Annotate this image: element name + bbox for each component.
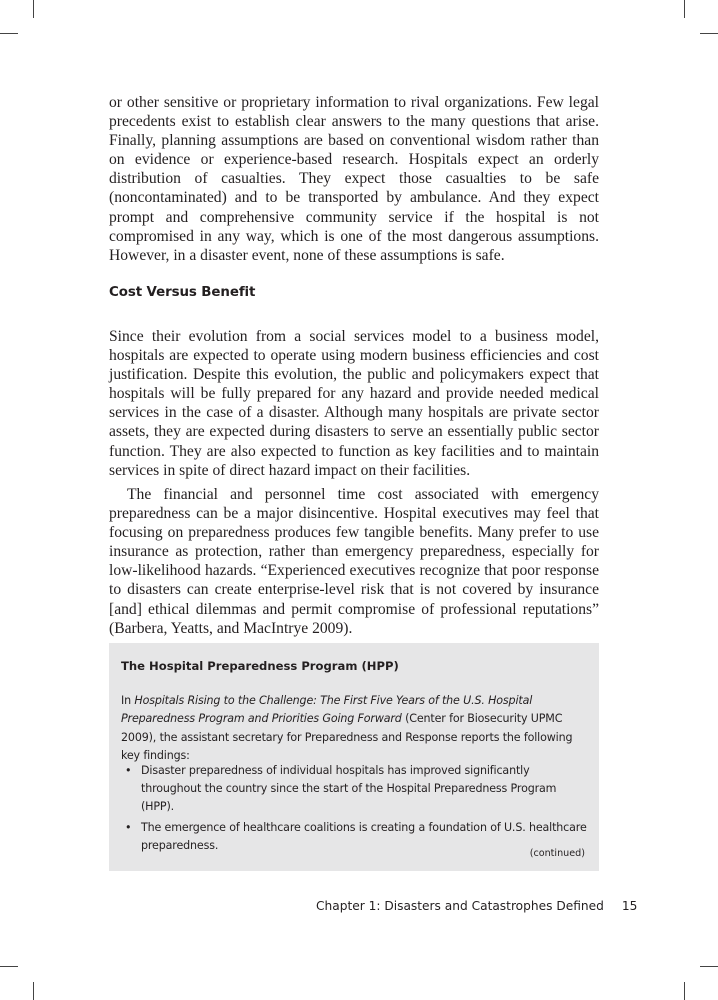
finding-text: Disaster preparedness of individual hospitals has improved significantly throughout the country since the start of the Hospital Preparedness Program (HPP). bbox=[141, 764, 557, 814]
finding-text: The emergence of healthcare coalitions is creating a foundation of U.S. healthcare preparedness. bbox=[141, 820, 587, 852]
bullet-icon: • bbox=[125, 820, 132, 834]
crop-mark bbox=[684, 982, 685, 1000]
crop-mark bbox=[0, 966, 18, 967]
page-footer bbox=[316, 899, 637, 913]
list-item bbox=[121, 762, 587, 817]
intro-text: (Center for Biosecurity UPMC 2009), the assistant secretary for Preparedness and Response reports the following key findings: bbox=[121, 712, 573, 763]
section-heading: Cost Versus Benefit bbox=[109, 285, 256, 300]
sidebar-title: The Hospital Preparedness Program (HPP) bbox=[121, 659, 399, 673]
continued-label: (continued) bbox=[529, 848, 585, 859]
page-number: 15 bbox=[621, 899, 638, 913]
body-paragraph: or other sensitive or proprietary information to rival organizations. Few legal precedents exist to establish clear answers to the many questions that arise. Finally, planning assumptions are based on conventional wisdom rather than on evidence or experience-based research. Hospitals expect an orderly distribution of casualties. They expect those casualties to be safe (noncontaminated) and to be transported by ambulance. And they expect prompt and comprehensive community service if the hospital is not compromised in any way, which is one of the most dangerous assumptions. However, in a disaster event, none of these assumptions is safe. bbox=[109, 94, 599, 264]
bullet-icon: • bbox=[125, 764, 132, 777]
body-paragraph: The financial and personnel time cost associated with emergency preparedness can be a major disincentive. Hospital executives may feel that focusing on preparedness produces few tangible benefits. Many prefer to use insurance as protection, rather than emergency preparedness, especially for low-likelihood hazards. “Experienced executives recognize that poor response to disasters can create enterprise-level risk that is not covered by insurance [and] ethical dilemmas and permit compromise of professional reputations” (Barbera, Yeatts, and MacIntrye 2009). bbox=[109, 486, 599, 637]
intro-text: In bbox=[121, 694, 135, 707]
findings-list bbox=[121, 762, 587, 857]
crop-mark bbox=[684, 0, 685, 18]
crop-mark bbox=[700, 33, 718, 34]
sidebar-intro bbox=[121, 692, 587, 766]
crop-mark bbox=[0, 33, 18, 34]
report-title: Hospitals Rising to the Challenge: The First Five Years of the U.S. Hospital Preparedness Program and Priorities Going Forward bbox=[121, 694, 533, 726]
crop-mark bbox=[700, 966, 718, 967]
sidebar-box bbox=[109, 643, 599, 871]
body-paragraph: Since their evolution from a social services model to a business model, hospitals are expected to operate using modern business efficiencies and cost justification. Despite this evolution, the public and policymakers expect that hospitals will be fully prepared for any hazard and provide needed medical services in the case of a disaster. Although many hospitals are private sector assets, they are expected during disasters to serve an essentially public sector function. They are also expected to function as key facilities and to maintain services in spite of direct hazard impact on their facilities. bbox=[109, 328, 599, 479]
running-title: Chapter 1: Disasters and Catastrophes Defined bbox=[316, 899, 604, 913]
crop-mark bbox=[33, 982, 34, 1000]
crop-mark bbox=[33, 0, 34, 18]
list-item bbox=[121, 819, 587, 855]
